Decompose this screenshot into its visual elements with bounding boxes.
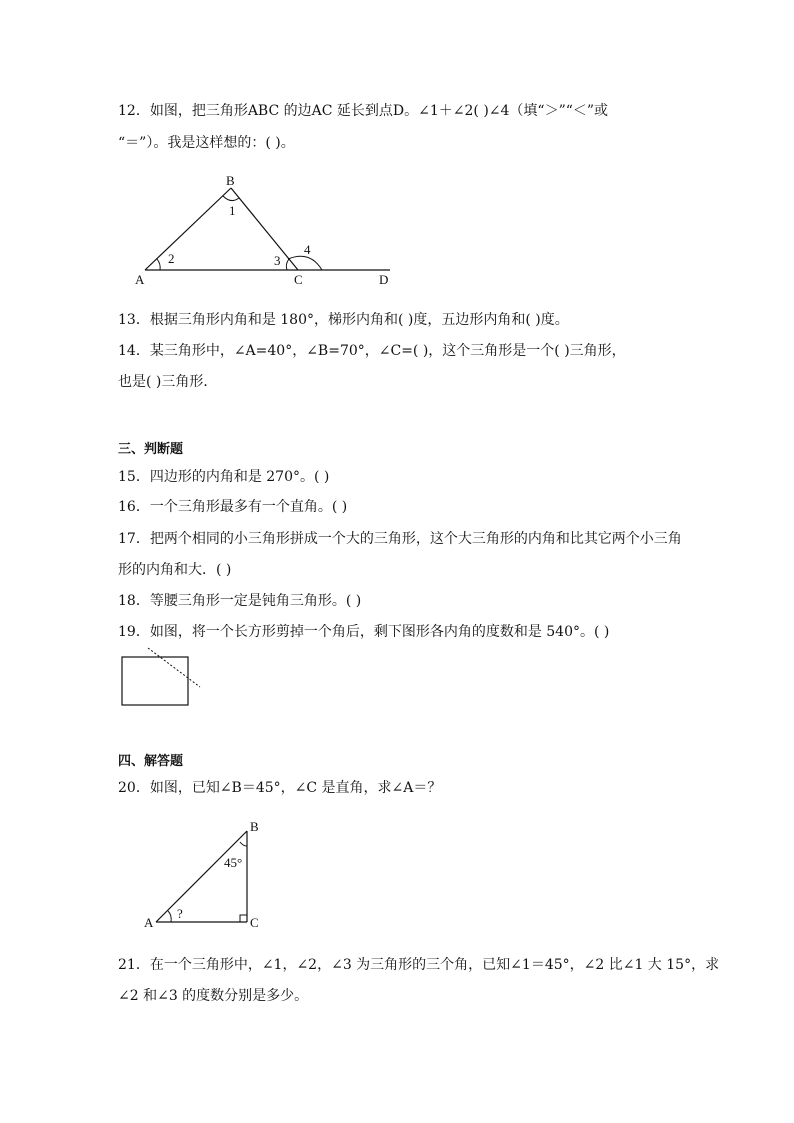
label-angle-2: 2 [168,251,175,266]
q21-line2: ∠2 和∠3 的度数分别是多少。 [118,988,309,1004]
label-b: B [226,173,235,188]
q17-line2: 形的内角和大．( ) [118,562,232,578]
label-c: C [294,272,303,287]
triangle-side-bc [231,188,298,270]
label-d: D [379,272,389,287]
q16: 16．一个三角形最多有一个直角。( ) [118,499,348,515]
angle-1-arc [223,196,239,201]
angle-a-arc [168,911,171,922]
q12-line1: 12．如图，把三角形ABC 的边AC 延长到点D。∠1＋∠2( )∠4（填“＞”“＜”或 [118,103,609,119]
q15: 15．四边形的内角和是 270°。( ) [118,469,330,485]
label-a: A [144,915,154,930]
label-angle-3: 3 [274,253,281,268]
label-angle-b: 45° [224,855,243,870]
angle-2-arc [157,259,160,270]
label-angle-1: 1 [229,203,236,218]
q13: 13．根据三角形内角和是 180°，梯形内角和( )度，五边形内角和( )度。 [118,312,569,328]
cut-line [148,648,200,687]
triangle-side-ab [156,831,247,922]
section-4-heading: 四、解答题 [118,754,184,769]
label-angle-4: 4 [304,242,311,257]
right-angle-mark [240,915,247,922]
label-a: A [135,272,145,287]
angle-3-arc [286,259,289,270]
q12-triangle-figure [128,170,408,290]
q19-rectangle-figure [118,645,208,710]
rectangle [122,657,188,705]
q14-line2: 也是( )三角形． [118,374,218,390]
q21-line1: 21．在一个三角形中，∠1，∠2，∠3 为三角形的三个角，已知∠1＝45°，∠2 比∠1 大 15°，求 [118,957,720,973]
angle-b-arc [240,842,247,846]
q19: 19．如图，将一个长方形剪掉一个角后，剩下图形各内角的度数和是 540°。( ) [118,624,610,640]
label-c: C [250,915,259,930]
q18: 18．等腰三角形一定是钝角三角形。( ) [118,593,362,609]
q14-line1: 14．某三角形中，∠A=40°，∠B=70°，∠C=( )，这个三角形是一个( )三角形， [118,343,626,359]
triangle-side-ab [145,188,231,270]
q20-triangle-figure [140,815,280,935]
q17-line1: 17．把两个相同的小三角形拼成一个大的三角形，这个大三角形的内角和比其它两个小三角 [118,531,682,547]
label-angle-a: ? [177,906,183,921]
q20: 20．如图，已知∠B＝45°，∠C 是直角，求∠A＝？ [118,780,442,796]
q12-line2: “＝”）。我是这样想的：( )。 [118,135,295,151]
section-3-heading: 三、判断题 [118,442,184,457]
label-b: B [250,819,259,834]
